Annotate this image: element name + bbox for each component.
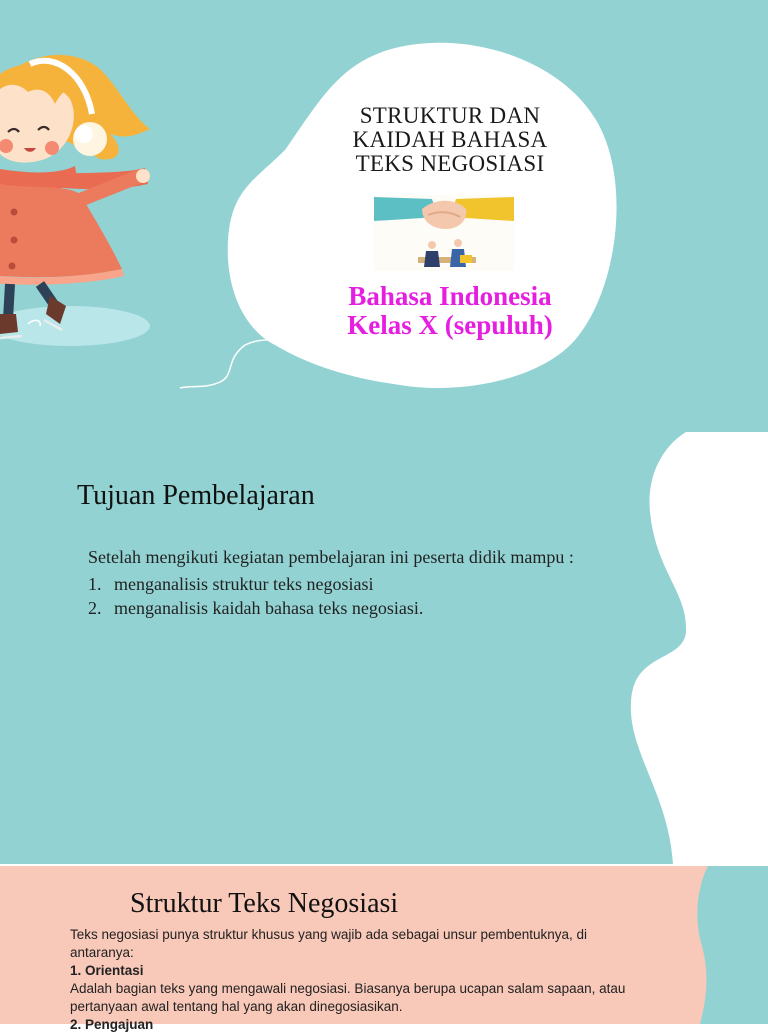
decorative-wave-shape — [688, 866, 768, 1024]
decorative-wave-shape — [628, 432, 768, 864]
title-slide — [0, 0, 768, 432]
section-heading: Struktur Teks Negosiasi — [130, 888, 399, 919]
structure-item-text: Adalah bagian teks yang mengawali negosiasi. Biasanya berupa ucapan salam sapaan, atau pertanyaan awal tentang hal yang akan dinegosiasikan. — [70, 981, 626, 1014]
slide-title — [300, 104, 600, 176]
structure-slide — [0, 866, 768, 1032]
list-item-text: menganalisis struktur teks negosiasi — [114, 574, 374, 594]
handshake-meeting-illustration — [374, 195, 514, 271]
subject-label — [300, 282, 600, 340]
list-item-text: menganalisis kaidah bahasa teks negosiasi. — [114, 598, 424, 618]
subject-line: Bahasa Indonesia — [348, 281, 552, 311]
objectives-intro: Setelah mengikuti kegiatan pembelajaran ini peserta didik mampu : — [88, 547, 574, 567]
list-item-number: 1. — [88, 574, 102, 594]
ice-skating-girl-illustration — [0, 44, 170, 354]
objectives-slide — [0, 432, 768, 864]
objectives-list — [88, 572, 423, 620]
structure-body — [70, 926, 630, 1034]
structure-intro: Teks negosiasi punya struktur khusus yang wajib ada sebagai unsur pembentuknya, di antaranya: — [70, 927, 588, 960]
section-heading: Tujuan Pembelajaran — [77, 480, 315, 511]
title-line: KAIDAH BAHASA — [352, 127, 548, 152]
title-line: STRUKTUR DAN — [359, 103, 541, 128]
structure-item-title: 1. Orientasi — [70, 963, 144, 978]
subject-line: Kelas X (sepuluh) — [347, 310, 553, 340]
structure-item-title: 2. Pengajuan — [70, 1017, 154, 1032]
list-item — [88, 572, 423, 596]
list-item — [88, 596, 423, 620]
title-line: TEKS NEGOSIASI — [355, 151, 545, 176]
list-item-number: 2. — [88, 598, 102, 618]
